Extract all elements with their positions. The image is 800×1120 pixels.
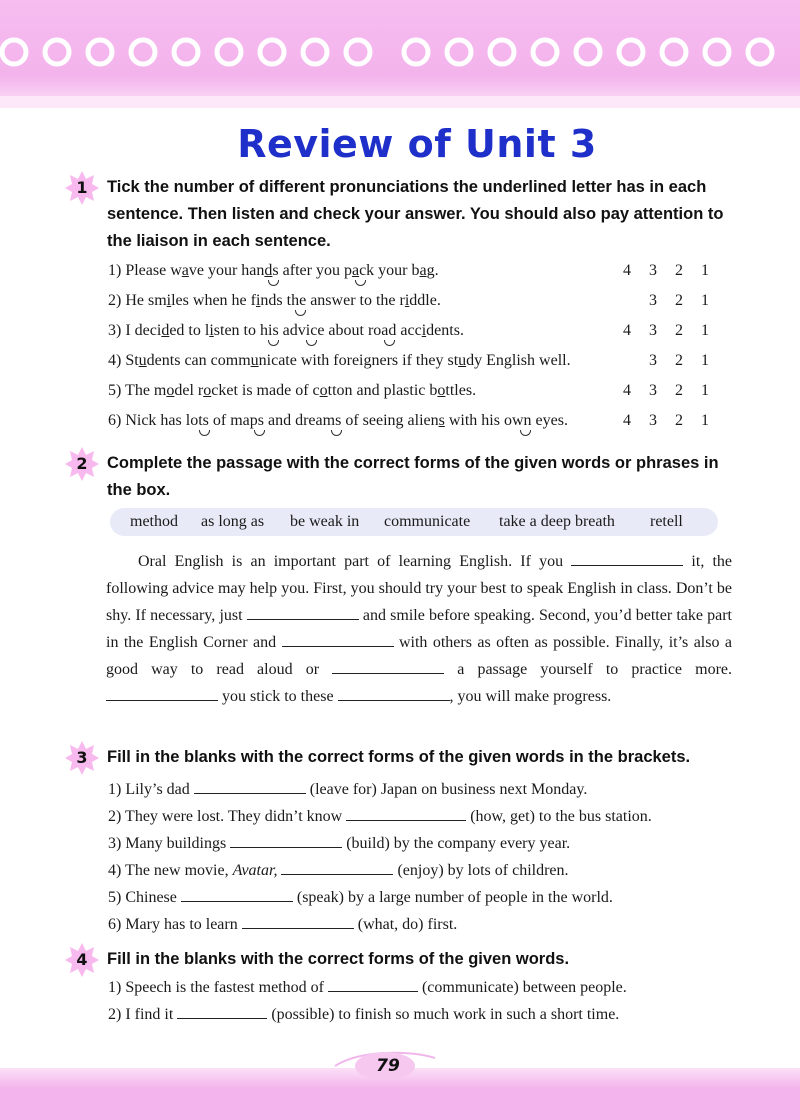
- s1-item-4: 4) Students can communicate with foreigners if they study English well.: [108, 352, 571, 369]
- word-box: [110, 508, 718, 536]
- passage-part: and smile before speaking. Second, you’d better take part in the English Corner and: [106, 607, 733, 651]
- s3-item-5: 5) Chinese (speak) by a large number of people in the world.: [108, 889, 613, 906]
- blank[interactable]: [281, 860, 393, 875]
- top-decorative-band: [0, 0, 800, 108]
- passage-part: a passage yourself to practice more.: [457, 661, 733, 678]
- passage-part: , you will make progress.: [449, 688, 612, 705]
- s4-item-2: 2) I find it (possible) to finish so much work in such a short time.: [108, 1006, 620, 1023]
- s1-options-1: 4 3 2 1: [623, 262, 709, 279]
- word-method: method: [130, 513, 178, 530]
- section-badge-4: [64, 942, 100, 978]
- band-edge: [0, 96, 800, 108]
- section2-instruction: Complete the passage with the correct forms of the given words or phrases in the box.: [107, 454, 719, 499]
- blank[interactable]: [242, 914, 354, 929]
- section-number: 1: [76, 178, 88, 197]
- word-be-weak-in: be weak in: [290, 513, 360, 530]
- blank[interactable]: [247, 605, 359, 620]
- blank[interactable]: [181, 887, 293, 902]
- s1-item-6: 6) Nick has lots of maps and dreams of seeing aliens with his own eyes.: [108, 412, 568, 429]
- blank[interactable]: [346, 806, 466, 821]
- section-badge-1: [64, 170, 100, 206]
- page-title: Review of Unit 3: [237, 122, 597, 166]
- passage-part: you stick to these: [222, 688, 334, 705]
- page-number: 79: [376, 1056, 400, 1076]
- section3-instruction: Fill in the blanks with the correct forms of the given words in the brackets.: [107, 748, 691, 766]
- word-as-long-as: as long as: [201, 513, 265, 530]
- blank[interactable]: [177, 1004, 267, 1019]
- blank[interactable]: [332, 659, 444, 674]
- passage-part: with others as often as possible. Finally, it’s also a good way to read aloud or: [106, 634, 732, 678]
- s3-item-2: 2) They were lost. They didn’t know (how, get) to the bus station.: [108, 808, 652, 825]
- blank[interactable]: [230, 833, 342, 848]
- s1-options-4: 3 2 1: [649, 352, 709, 369]
- s3-item-1: 1) Lily’s dad (leave for) Japan on business next Monday.: [108, 781, 588, 798]
- s3-item-4: 4) The new movie, Avatar, (enjoy) by lots of children.: [108, 862, 569, 879]
- word-take-a-deep-breath: take a deep breath: [499, 513, 615, 530]
- word-communicate: communicate: [384, 513, 471, 530]
- section-number: 4: [76, 950, 88, 969]
- s3-item-3: 3) Many buildings (build) by the company every year.: [108, 835, 571, 852]
- decorative-circles: [0, 28, 800, 76]
- s4-item-1: 1) Speech is the fastest method of (communicate) between people.: [108, 979, 627, 996]
- passage-part: it, the following advice may help you. First, you should try your best to speak English in class. Don’t be shy. If necessary, just: [106, 553, 733, 624]
- section1-instruction: Tick the number of different pronunciations the underlined letter has in each sentence. Then listen and check your answer. You should also pay attention to the liaison in each sentence.: [107, 178, 724, 250]
- section-badge-3: [64, 740, 100, 776]
- s1-options-3: 4 3 2 1: [623, 322, 709, 339]
- word-retell: retell: [650, 513, 683, 530]
- blank[interactable]: [194, 779, 306, 794]
- blank[interactable]: [282, 632, 394, 647]
- s1-item-2: 2) He smiles when he finds the answer to the riddle.: [108, 292, 441, 309]
- section-number: 2: [76, 454, 88, 473]
- blank[interactable]: [106, 686, 218, 701]
- section4-instruction: Fill in the blanks with the correct forms of the given words.: [107, 950, 570, 968]
- blank[interactable]: [338, 686, 450, 701]
- s3-item-6: 6) Mary has to learn (what, do) first.: [108, 916, 458, 933]
- s1-item-1: 1) Please wave your hands after you pack your bag.: [108, 262, 439, 279]
- blank[interactable]: [571, 551, 683, 566]
- section-number: 3: [76, 748, 88, 767]
- s1-item-3: 3) I decided to listen to his advice about road accidents.: [108, 322, 464, 339]
- s1-options-5: 4 3 2 1: [623, 382, 709, 399]
- passage-part: Oral English is an important part of learning English. If you: [138, 553, 564, 570]
- passage: [106, 548, 732, 710]
- s1-options-2: 3 2 1: [649, 292, 709, 309]
- s1-item-5: 5) The model rocket is made of cotton and plastic bottles.: [108, 382, 477, 399]
- blank[interactable]: [328, 977, 418, 992]
- section-badge-2: [64, 446, 100, 482]
- s1-options-6: 4 3 2 1: [623, 412, 709, 429]
